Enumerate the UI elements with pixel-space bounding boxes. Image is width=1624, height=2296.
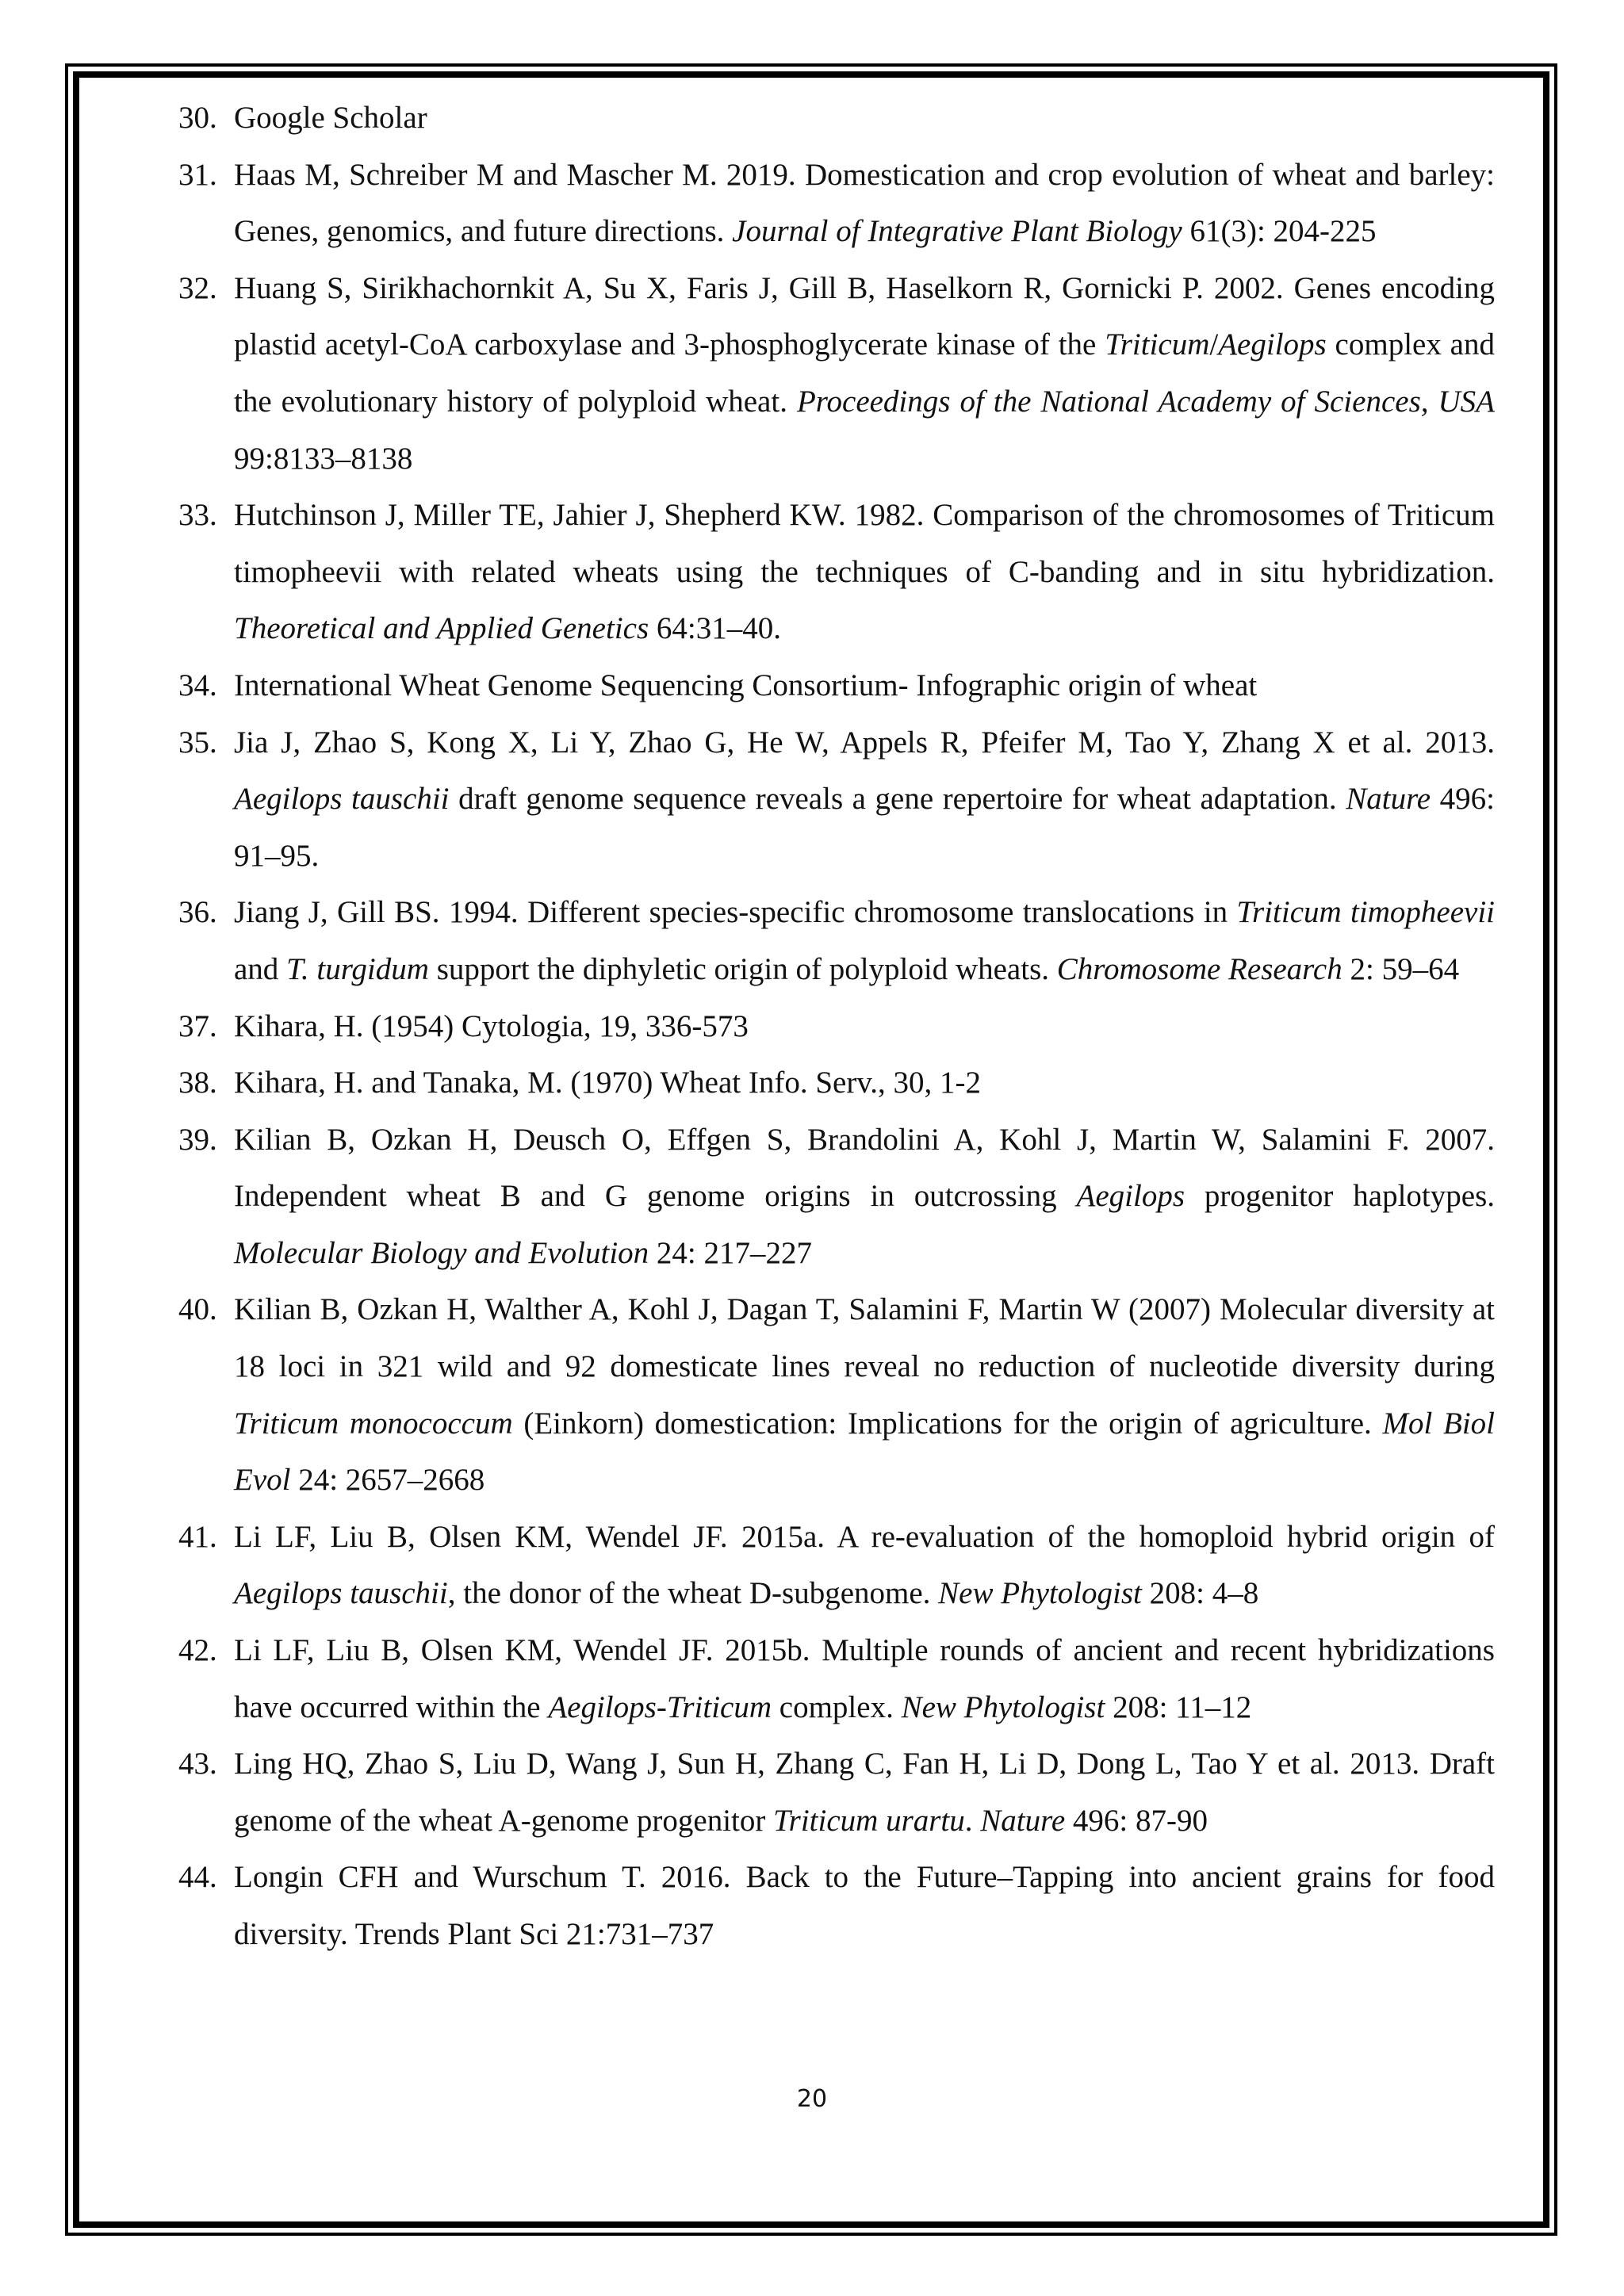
reference-italic-text: Chromosome Research [1056,951,1342,986]
reference-italic-text: Journal of Integrative Plant Biology [732,214,1182,249]
reference-text: draft genome sequence reveals a gene repertoire for wheat adaptation. [449,782,1346,817]
reference-text: Jiang J, Gill BS. 1994. Different species-specific chromosome translocations in [234,895,1237,930]
reference-italic-text: Triticum [1105,327,1210,362]
reference-number: 33. [178,498,217,533]
reference-text: 24: 217–227 [649,1235,812,1270]
reference-text: 61(3): 204-225 [1182,214,1377,249]
reference-number: 30. [178,101,217,135]
reference-italic-text: Mol Biol Evol [234,1406,1495,1498]
reference-text: 64:31–40. [649,611,781,646]
reference-item [178,487,1495,657]
reference-text: support the diphyletic origin of polyploid wheats. [428,951,1057,986]
reference-text: Ling HQ, Zhao S, Liu D, Wang J, Sun H, Zhang C, Fan H, Li D, Dong L, Tao Y et al. 2013. Draft genome of the wheat A-genome progenitor [234,1747,1495,1838]
reference-text: progenitor haplotypes. [1185,1179,1495,1214]
reference-number: 38. [178,1066,217,1100]
reference-italic-text: Molecular Biology and Evolution [234,1235,649,1270]
reference-text: (Einkorn) domestication: Implications for the origin of agriculture. [512,1406,1383,1441]
reference-number: 43. [178,1747,217,1781]
reference-item [178,260,1495,487]
reference-text: Jia J, Zhao S, Kong X, Li Y, Zhao G, He W, Appels R, Pfeifer M, Tao Y, Zhang X et al. 2013. [234,725,1495,760]
reference-item [178,884,1495,997]
reference-italic-text: New Phytologist [938,1576,1142,1611]
reference-item [178,657,1495,714]
reference-item [178,998,1495,1055]
reference-italic-text: Proceedings of the National Academy of Sciences, USA [796,384,1495,419]
reference-number: 31. [178,157,217,192]
reference-text: , the donor of the wheat D-subgenome. [447,1576,939,1611]
reference-number: 40. [178,1292,217,1327]
reference-text: 99:8133–8138 [234,441,413,476]
reference-italic-text: Nature [980,1803,1066,1838]
reference-item [178,1112,1495,1282]
reference-text: 208: 4–8 [1141,1576,1259,1611]
reference-text: Google Scholar [234,101,427,135]
reference-text: Hutchinson J, Miller TE, Jahier J, Shepherd KW. 1982. Comparison of the chromosomes of Triticum timopheevii with related wheats using the techniques of C-banding and in situ hybridization. [234,498,1495,589]
reference-text: Kihara, H. and Tanaka, M. (1970) Wheat Info. Serv., 30, 1-2 [234,1066,982,1100]
reference-text: Haas M, Schreiber M and Mascher M. 2019. Domestication and crop evolution of wheat and barley: Genes, genomics, and future directions. [234,157,1495,249]
reference-text: 2: 59–64 [1342,951,1460,986]
reference-number: 35. [178,725,217,760]
reference-text: / [1209,327,1219,362]
reference-item [178,1509,1495,1622]
reference-item [178,1054,1495,1112]
reference-item [178,147,1495,260]
reference-text: Huang S, Sirikhachornkit A, Su X, Faris J, Gill B, Haselkorn R, Gornicki P. 2002. Genes encoding plastid acetyl-CoA carboxylase and 3-phosphoglycerate kinase of the [234,270,1495,362]
reference-text: 208: 11–12 [1105,1689,1252,1724]
reference-item [178,90,1495,147]
reference-text: complex. [772,1689,902,1724]
reference-italic-text: Triticum [666,1689,772,1724]
reference-italic-text: Aegilops tauschii [234,1576,448,1611]
reference-number: 32. [178,270,217,305]
reference-italic-text: New Phytologist [901,1689,1105,1724]
reference-text: Li LF, Liu B, Olsen KM, Wendel JF. 2015a. A re-evaluation of the homoploid hybrid origin of [234,1519,1495,1554]
reference-text: 24: 2657–2668 [290,1463,485,1498]
reference-number: 34. [178,668,217,702]
reference-italic-text: Nature [1346,782,1431,817]
reference-text: Li LF, Liu B, Olsen KM, Wendel JF. 2015b. Multiple rounds of ancient and recent hybridizations have occurred within the [234,1633,1495,1724]
reference-text: International Wheat Genome Sequencing Consortium- Infographic origin of wheat [234,668,1258,702]
reference-item [178,1735,1495,1849]
reference-italic-text: Triticum monococcum [234,1406,513,1441]
reference-number: 37. [178,1008,217,1043]
reference-italic-text: Aegilops [548,1689,657,1724]
reference-text: . [964,1803,981,1838]
reference-number: 42. [178,1633,217,1668]
reference-italic-text: Triticum timopheevii [1236,895,1495,930]
reference-italic-text: Triticum urartu [773,1803,965,1838]
reference-text: Kilian B, Ozkan H, Deusch O, Effgen S, Brandolini A, Kohl J, Martin W, Salamini F. 2007. Independent wheat B and G genome origins in outcrossing [234,1122,1495,1214]
reference-text: - [656,1689,667,1724]
reference-text: Kihara, H. (1954) Cytologia, 19, 336-573 [234,1008,749,1043]
reference-text: 496: 91–95. [234,782,1495,873]
reference-number: 36. [178,895,217,930]
reference-text: 496: 87-90 [1065,1803,1208,1838]
reference-text: and [234,951,287,986]
page-number: 20 [796,2085,828,2113]
reference-list [178,90,1495,1963]
reference-text: Longin CFH and Wurschum T. 2016. Back to the Future–Tapping into ancient grains for food diversity. Trends Plant Sci 21:731–737 [234,1860,1495,1951]
reference-number: 39. [178,1122,217,1157]
reference-number: 41. [178,1519,217,1554]
reference-italic-text: Aegilops [1076,1179,1185,1214]
reference-italic-text: Aegilops tauschii [234,782,450,817]
reference-text: Kilian B, Ozkan H, Walther A, Kohl J, Dagan T, Salamini F, Martin W (2007) Molecular diversity at 18 loci in 321 wild and 92 domesticate lines reveal no reduction of nucleotide diversity during [234,1292,1495,1384]
reference-item [178,714,1495,885]
reference-item [178,1281,1495,1508]
reference-number: 44. [178,1860,217,1895]
reference-italic-text: T. turgidum [286,951,429,986]
reference-text: complex and the evolutionary history of polyploid wheat. [234,327,1495,419]
reference-item [178,1622,1495,1735]
reference-italic-text: Aegilops [1218,327,1327,362]
reference-item [178,1849,1495,1962]
reference-italic-text: Theoretical and Applied Genetics [234,611,649,646]
